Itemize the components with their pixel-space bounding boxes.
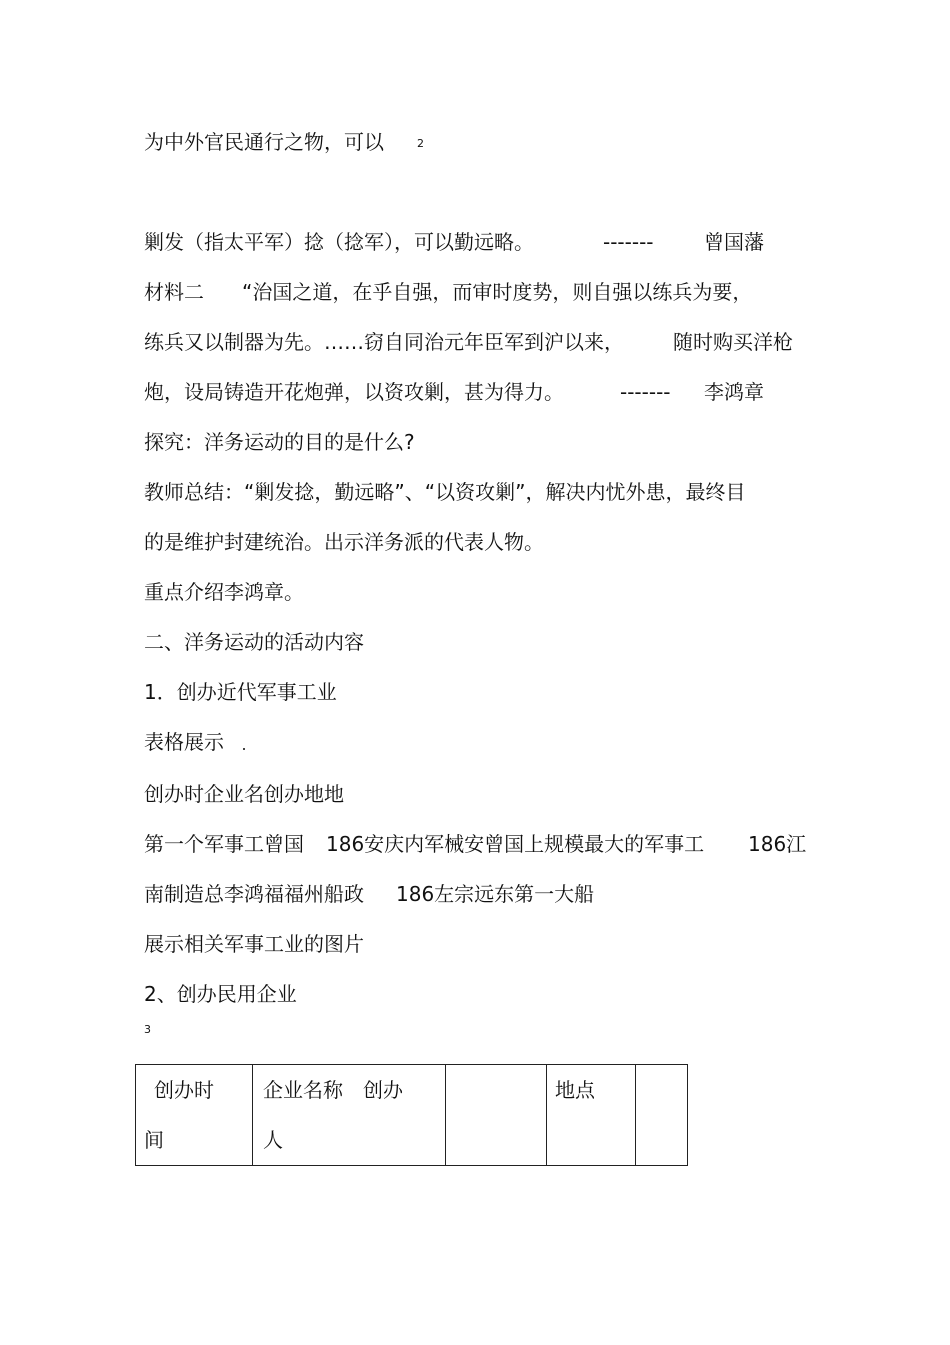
flattened-row-2b: 186左宗远东第一大船 <box>396 882 595 906</box>
cell-text: 间 <box>144 1128 164 1152</box>
page-number: 3 <box>144 1023 151 1036</box>
flattened-row-2a: 南制造总李鸿福福州船政 <box>144 882 364 906</box>
focus-line: 重点介绍李鸿章。 <box>144 580 304 604</box>
table-cell-empty <box>446 1065 547 1166</box>
table-cell-empty-2 <box>636 1065 688 1166</box>
summary-line-2: 的是维护封建统治。出示洋务派的代表人物。 <box>144 530 544 554</box>
table-row <box>136 1065 688 1166</box>
stray-dot <box>243 748 245 750</box>
flattened-row-1a: 第一个军事工曾国 <box>144 832 304 856</box>
cell-text: 人 <box>263 1128 283 1152</box>
flattened-table-header: 创办时企业名创办地地 <box>144 782 344 806</box>
text-line-5: 炮，设局铸造开花炮弹，以资攻剿，甚为得力。 <box>144 380 564 404</box>
author-name-2: 李鸿章 <box>704 380 764 404</box>
table-cell-location: 地点 <box>547 1065 636 1166</box>
quote-text: “治国之道，在乎自强，而审时度势，则自强以练兵为要， <box>242 280 753 304</box>
text-line-2: 剿发（指太平军）捻（捻军），可以勤远略。 <box>144 230 534 254</box>
flattened-row-1c: 186江 <box>748 832 807 856</box>
subsection-heading-1: 1．创办近代军事工业 <box>144 680 337 704</box>
cell-text: 企业名称 创办 <box>263 1078 403 1102</box>
enterprise-table <box>135 1064 688 1166</box>
author-name: 曾国藩 <box>704 230 764 254</box>
images-line: 展示相关军事工业的图片 <box>144 932 364 956</box>
subsection-heading-2: 2、创办民用企业 <box>144 982 297 1006</box>
material-label: 材料二 <box>144 280 204 304</box>
text-line-4-tail: 随时购买洋枪 <box>673 330 793 354</box>
dash-separator: ------- <box>603 230 654 254</box>
section-heading: 二、洋务运动的活动内容 <box>144 630 364 654</box>
text-line-4: 练兵又以制器为先。……窃自同治元年臣军到沪以来， <box>144 330 624 354</box>
table-cell-time <box>136 1065 253 1166</box>
flattened-row-1b: 186安庆内军械安曾国上规模最大的军事工 <box>326 832 705 856</box>
footnote-marker: 2 <box>417 137 424 150</box>
cell-text: 创办时 <box>154 1078 214 1102</box>
table-display-line: 表格展示 <box>144 730 224 754</box>
dash-separator-2: ------- <box>620 380 671 404</box>
text-line-1: 为中外官民通行之物，可以 <box>144 130 384 154</box>
question-line: 探究：洋务运动的目的是什么? <box>144 430 415 454</box>
table-cell-name <box>253 1065 446 1166</box>
summary-line-1: 教师总结：“剿发捻，勤远略”、“以资攻剿”，解决内忧外患，最终目 <box>144 480 746 504</box>
